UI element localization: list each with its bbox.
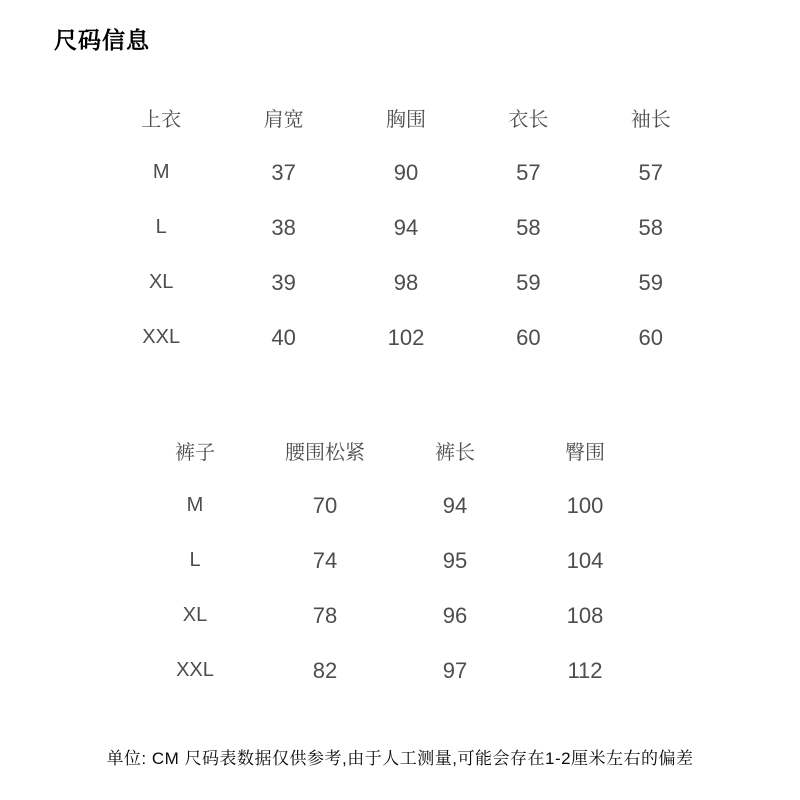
- size-label: XXL: [176, 659, 214, 681]
- table-row: [100, 145, 712, 200]
- pants-size-table: [130, 423, 650, 698]
- table-row: [100, 310, 712, 365]
- table-row: [130, 643, 650, 698]
- table-header-row: [100, 90, 712, 145]
- table-header-row: [130, 423, 650, 478]
- value-cell: 58: [638, 214, 664, 240]
- header-cell: 袖长: [630, 109, 671, 131]
- value-cell: 94: [442, 492, 468, 518]
- size-label: XL: [182, 604, 208, 626]
- value-cell: 70: [312, 492, 338, 518]
- value-cell: 96: [442, 602, 468, 628]
- value-cell: 112: [567, 657, 603, 683]
- header-cell: 腰围松紧: [285, 442, 365, 464]
- value-cell: 98: [393, 269, 419, 295]
- table-row: [130, 478, 650, 533]
- size-label: L: [155, 216, 167, 238]
- value-cell: 59: [638, 269, 664, 295]
- value-cell: 97: [442, 657, 468, 683]
- value-cell: 59: [516, 269, 541, 295]
- header-cell: 裤子: [175, 442, 215, 464]
- value-cell: 57: [638, 159, 664, 185]
- header-cell: 衣长: [508, 109, 549, 131]
- value-cell: 102: [387, 324, 425, 350]
- header-cell: 肩宽: [263, 109, 304, 131]
- value-cell: 74: [312, 547, 338, 573]
- size-label: M: [152, 161, 170, 183]
- value-cell: 108: [566, 602, 604, 628]
- value-cell: 82: [312, 657, 338, 683]
- value-cell: 60: [516, 324, 541, 350]
- page-title: 尺码信息: [54, 27, 150, 53]
- size-label: L: [189, 549, 201, 571]
- value-cell: 94: [393, 214, 419, 240]
- table-row: [100, 200, 712, 255]
- header-cell: 胸围: [385, 109, 426, 131]
- value-cell: 40: [271, 324, 296, 350]
- size-label: M: [186, 494, 204, 516]
- table-row: [130, 588, 650, 643]
- header-cell: 裤长: [435, 442, 475, 464]
- header-cell: 上衣: [141, 109, 182, 131]
- value-cell: 37: [271, 159, 296, 185]
- tops-size-table: [100, 90, 712, 365]
- value-cell: 38: [271, 214, 296, 240]
- header-cell: 臀围: [565, 442, 605, 464]
- value-cell: 78: [312, 602, 338, 628]
- table-row: [130, 533, 650, 588]
- value-cell: 100: [566, 492, 604, 518]
- size-label: XL: [148, 271, 174, 293]
- value-cell: 90: [393, 159, 419, 185]
- value-cell: 58: [516, 214, 541, 240]
- value-cell: 60: [638, 324, 664, 350]
- table-row: [100, 255, 712, 310]
- unit-disclaimer-note: 单位: CM 尺码表数据仅供参考,由于人工测量,可能会存在1-2厘米左右的偏差: [106, 749, 694, 768]
- value-cell: 104: [566, 547, 604, 573]
- value-cell: 57: [516, 159, 541, 185]
- size-label: XXL: [142, 326, 181, 348]
- value-cell: 95: [442, 547, 468, 573]
- value-cell: 39: [271, 269, 296, 295]
